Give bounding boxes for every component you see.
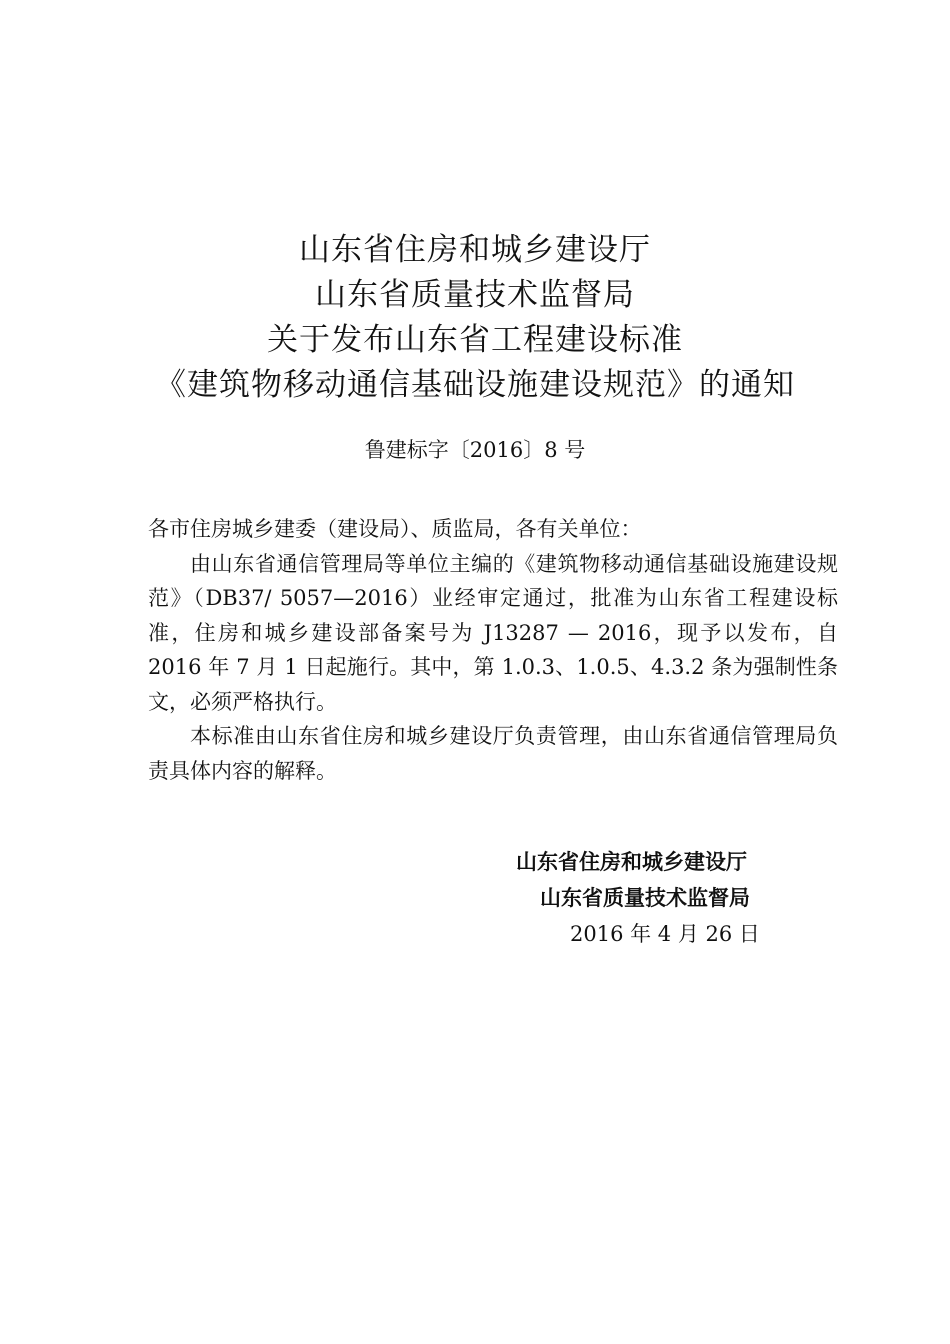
signature-block bbox=[500, 844, 800, 952]
salutation: 各市住房城乡建委（建设局）、质监局，各有关单位： bbox=[148, 517, 642, 541]
signature-org-housing: 山东省住房和城乡建设厅 bbox=[516, 849, 747, 874]
title-line-2: 山东省质量技术监督局 bbox=[315, 277, 635, 313]
paragraph-management: 本标准由山东省住房和城乡建设厅负责管理，由山东省通信管理局负责具体内容的解释。 bbox=[148, 724, 838, 783]
title-line-3: 关于发布山东省工程建设标准 bbox=[267, 322, 683, 358]
paragraph-approval: 由山东省通信管理局等单位主编的《建筑物移动通信基础设施建设规范》（DB37/ 5057—2016）业经审定通过，批准为山东省工程建设标准，住房和城乡建设部备案号为 J13287 — 2016，现予以发布，自 2016 年 7 月 1 日起施行。其中，第 1.0.3、1.0.5、4.3.2 条为强制性条文，必须严格执行。 bbox=[148, 551, 838, 714]
document-number: 鲁建标字〔2016〕8 号 bbox=[364, 438, 586, 462]
notice-title bbox=[0, 228, 950, 408]
title-line-4: 《建筑物移动通信基础设施建设规范》的通知 bbox=[155, 367, 795, 403]
signature-date: 2016 年 4 月 26 日 bbox=[570, 922, 760, 946]
signature-org-quality: 山东省质量技术监督局 bbox=[540, 885, 750, 910]
title-line-1: 山东省住房和城乡建设厅 bbox=[299, 232, 651, 268]
notice-body bbox=[148, 512, 838, 788]
